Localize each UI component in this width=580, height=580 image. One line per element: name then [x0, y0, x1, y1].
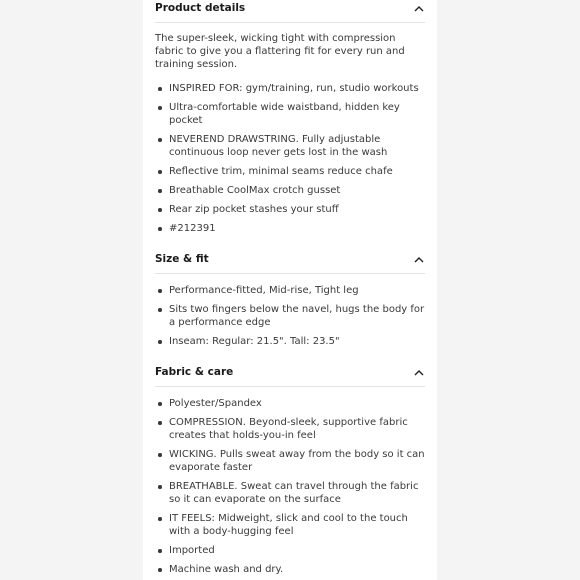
section-fabric-care: [143, 361, 437, 576]
list-item: COMPRESSION. Beyond-sleek, supportive fabric creates that holds-you-in feel: [169, 416, 425, 442]
fabric-care-list: [143, 397, 437, 576]
list-item: Breathable CoolMax crotch gusset: [169, 184, 425, 197]
list-item: WICKING. Pulls sweat away from the body so it can evaporate faster: [169, 449, 425, 473]
size-fit-header[interactable]: [143, 248, 437, 270]
fabric-care-header[interactable]: [143, 361, 437, 383]
list-item: Ultra-comfortable wide waistband, hidden key pocket: [169, 101, 425, 127]
product-description: The super-sleek, wicking tight with compression fabric to give you a flattering fit for every run and training session.: [155, 33, 405, 70]
list-item: NEVEREND DRAWSTRING. Fully adjustable continuous loop never gets lost in the wash: [169, 133, 425, 159]
size-fit-title: Size & fit: [155, 253, 209, 265]
list-item: IT FEELS: Midweight, slick and cool to the touch with a body-hugging feel: [169, 512, 425, 538]
product-info-panel: [143, 0, 437, 580]
product-details-header[interactable]: [143, 0, 437, 19]
list-item: Sits two fingers below the navel, hugs the body for a performance edge: [169, 304, 425, 328]
list-item: Polyester/Spandex: [169, 397, 425, 410]
section-product-details: [143, 0, 437, 235]
list-item: Rear zip pocket stashes your stuff: [169, 203, 425, 216]
list-item: Performance-fitted, Mid-rise, Tight leg: [169, 284, 425, 297]
size-fit-list: [143, 284, 437, 348]
section-divider: [155, 22, 425, 23]
list-item: INSPIRED FOR: gym/training, run, studio workouts: [169, 82, 425, 95]
chevron-up-icon[interactable]: [413, 2, 425, 14]
chevron-up-icon[interactable]: [413, 253, 425, 265]
chevron-up-icon[interactable]: [413, 366, 425, 378]
list-item: BREATHABLE. Sweat can travel through the fabric so it can evaporate on the surface: [169, 480, 425, 506]
list-item: Reflective trim, minimal seams reduce chafe: [169, 165, 425, 178]
product-details-list: [143, 82, 437, 235]
section-size-fit: [143, 248, 437, 348]
product-details-title: Product details: [155, 2, 246, 14]
section-divider: [155, 273, 425, 274]
list-item: #212391: [169, 222, 425, 235]
list-item: Machine wash and dry.: [169, 563, 425, 576]
section-divider: [155, 386, 425, 387]
fabric-care-title: Fabric & care: [155, 366, 234, 378]
list-item: Inseam: Regular: 21.5". Tall: 23.5": [169, 335, 425, 348]
list-item: Imported: [169, 544, 425, 557]
